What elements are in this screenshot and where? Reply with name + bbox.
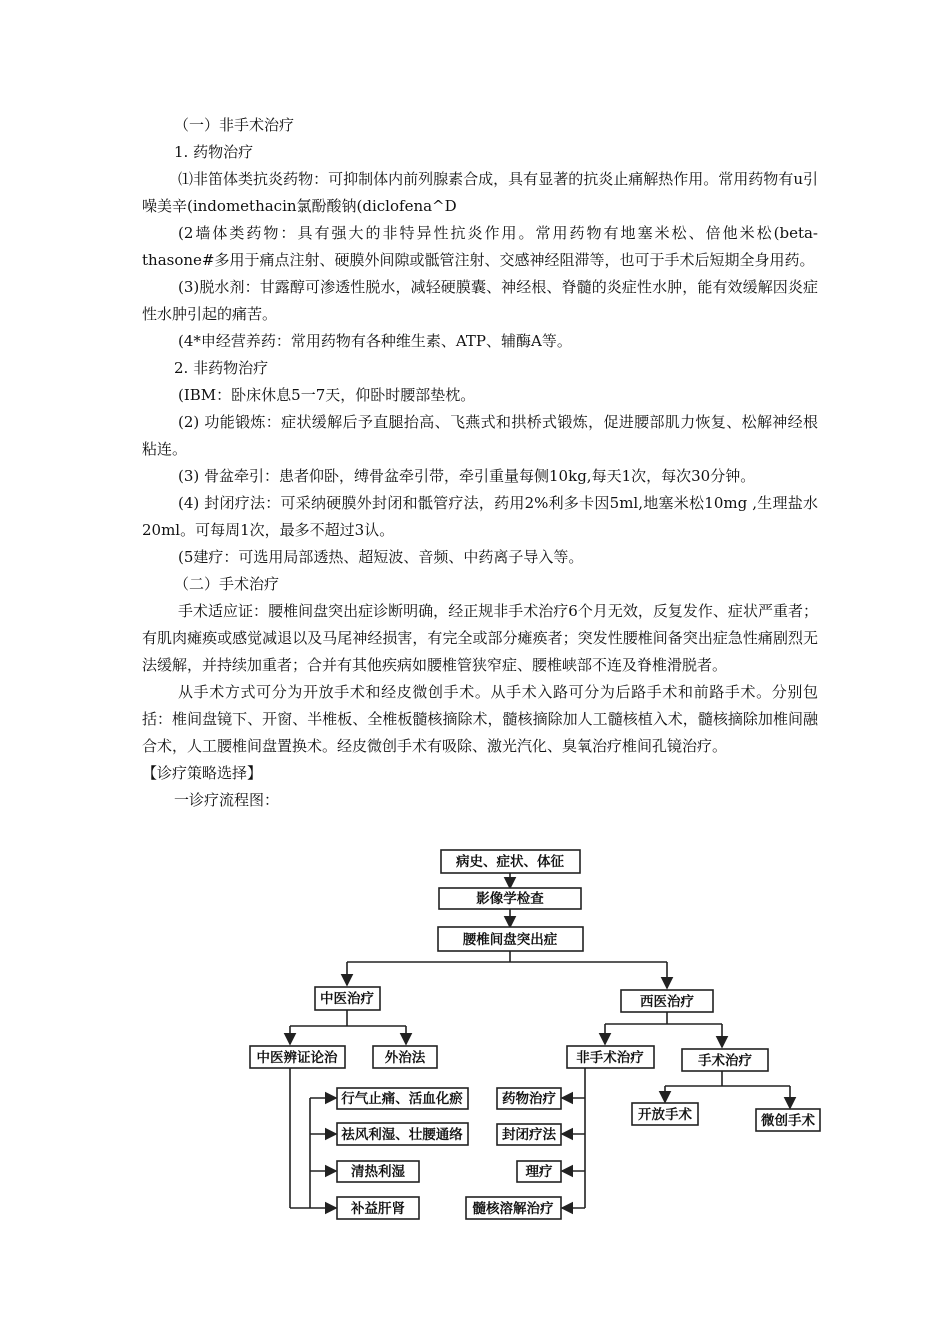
body-text	[142, 112, 818, 814]
box-ns-block	[497, 1124, 561, 1145]
svg-text:中医辨证论治: 中医辨证论治	[256, 1050, 338, 1066]
heading-flowchart: 一诊疗流程图：	[174, 791, 280, 809]
svg-text:药物治疗: 药物治疗	[502, 1091, 556, 1107]
box-ns-drug	[497, 1088, 561, 1109]
para-steroids: (2墙体类药物：具有强大的非特异性抗炎作用。常用药物有地塞米松、倍他米松(beta-thasone#多用于痛点注射、硬膜外间隙或骶管注射、交感神经阻滞等，也可于手术后短期全身用药。	[142, 224, 818, 269]
para-bed-rest: (IBM：卧床休息5一7天，仰卧时腰部垫枕。	[178, 386, 476, 404]
box-tcm	[315, 987, 380, 1010]
box-tcm-syndrome	[250, 1046, 345, 1068]
box-tcm-2	[337, 1123, 468, 1145]
svg-text:补益肝肾: 补益肝肾	[351, 1201, 405, 1217]
heading-drug-therapy: 1. 药物治疗	[174, 143, 254, 161]
svg-text:影像学检查: 影像学检查	[476, 891, 544, 907]
box-western	[621, 990, 713, 1012]
svg-text:封闭疗法: 封闭疗法	[502, 1127, 556, 1143]
para-physiotherapy: (5建疗：可选用局部透热、超短波、音频、中药离子导入等。	[178, 548, 584, 566]
box-open-surgery	[632, 1103, 698, 1125]
para-dehydrant: (3)脱水剂：甘露醇可渗透性脱水，减轻硬膜囊、神经根、脊髓的炎症性水肿，能有效缓解因炎症性水肿引起的痛苦。	[142, 278, 818, 323]
box-history	[441, 850, 580, 873]
svg-text:开放手术: 开放手术	[638, 1107, 692, 1123]
box-imaging	[439, 888, 581, 909]
svg-text:外治法: 外治法	[384, 1050, 426, 1066]
svg-text:祛风利湿、壮腰通络: 祛风利湿、壮腰通络	[341, 1127, 463, 1143]
box-nonsurgical	[567, 1046, 654, 1068]
svg-text:中医治疗: 中医治疗	[320, 991, 374, 1007]
svg-text:行气止痛、活血化瘀: 行气止痛、活血化瘀	[341, 1091, 463, 1107]
para-traction: (3) 骨盆牵引：患者仰卧，缚骨盆牵引带，牵引重量每侧10kg,每天1次，每次30分钟。	[178, 467, 756, 485]
para-surgical-methods: 从手术方式可分为开放手术和经皮微创手术。从手术入路可分为后路手术和前路手术。分别包括：椎间盘镜下、开窗、半椎板、全椎板髓核摘除术，髓核摘除加人工髓核植入术，髓核摘除加椎间融合术，人工腰椎间盘置换术。经皮微创手术有吸除、激光汽化、臭氧治疗椎间孔镜治疗。	[142, 683, 818, 755]
para-nsaids: ⑴非笛体类抗炎药物：可抑制体内前列腺素合成，具有显著的抗炎止痛解热作用。常用药物有u引噪美辛(indomethacin氯酚酸钠(diclofena^D	[142, 170, 818, 215]
box-surgical	[682, 1049, 768, 1071]
box-ns-physio	[517, 1161, 561, 1182]
flowchart-connectors	[290, 873, 790, 1208]
para-neurotrophic: (4*申经营养药：常用药物有各种维生素、ATP、辅酶A等。	[178, 332, 572, 350]
box-minimal-surgery	[756, 1109, 820, 1131]
svg-text:病史、症状、体征: 病史、症状、体征	[456, 854, 564, 870]
box-ns-chemo	[466, 1197, 561, 1219]
heading-nonsurgical: （一）非手术治疗	[174, 116, 295, 134]
box-tcm-3	[337, 1161, 419, 1182]
svg-text:清热利湿: 清热利湿	[351, 1164, 405, 1180]
svg-text:髓核溶解治疗: 髓核溶解治疗	[472, 1201, 554, 1217]
treatment-flowchart	[0, 840, 950, 1240]
svg-text:西医治疗: 西医治疗	[640, 994, 694, 1010]
para-exercise: (2) 功能锻炼：症状缓解后予直腿抬高、飞燕式和拱桥式锻炼，促进腰部肌力恢复、松解神经根粘连。	[142, 413, 818, 458]
box-external-therapy	[373, 1046, 437, 1068]
heading-surgical: （二）手术治疗	[174, 575, 280, 593]
svg-text:腰椎间盘突出症: 腰椎间盘突出症	[462, 932, 558, 948]
box-tcm-1	[337, 1088, 468, 1109]
box-tcm-4	[337, 1197, 419, 1219]
para-block-therapy: (4) 封闭疗法：可采纳硬膜外封闭和骶管疗法，药用2%利多卡因5ml,地塞米松10mg ,生理盐水20ml。可每周1次，最多不超过3认。	[142, 494, 818, 539]
para-indications: 手术适应证：腰椎间盘突出症诊断明确，经正规非手术治疗6个月无效，反复发作、症状严重者；有肌肉瘫痪或感觉减退以及马尾神经损害，有完全或部分瘫痪者；突发性腰椎间备突出症急性痛剧烈无法缓解，并持续加重者；合并有其他疾病如腰椎管狭窄症、腰椎峡部不连及脊椎滑脱者。	[142, 602, 818, 674]
heading-strategy: 【诊疗策略选择】	[142, 764, 263, 782]
svg-text:理疗: 理疗	[525, 1164, 553, 1180]
svg-text:非手术治疗: 非手术治疗	[576, 1050, 644, 1066]
svg-text:微创手术: 微创手术	[761, 1113, 815, 1129]
box-diagnosis	[438, 927, 583, 951]
heading-non-drug-therapy: 2. 非药物治疗	[174, 359, 269, 377]
svg-text:手术治疗: 手术治疗	[698, 1053, 752, 1069]
